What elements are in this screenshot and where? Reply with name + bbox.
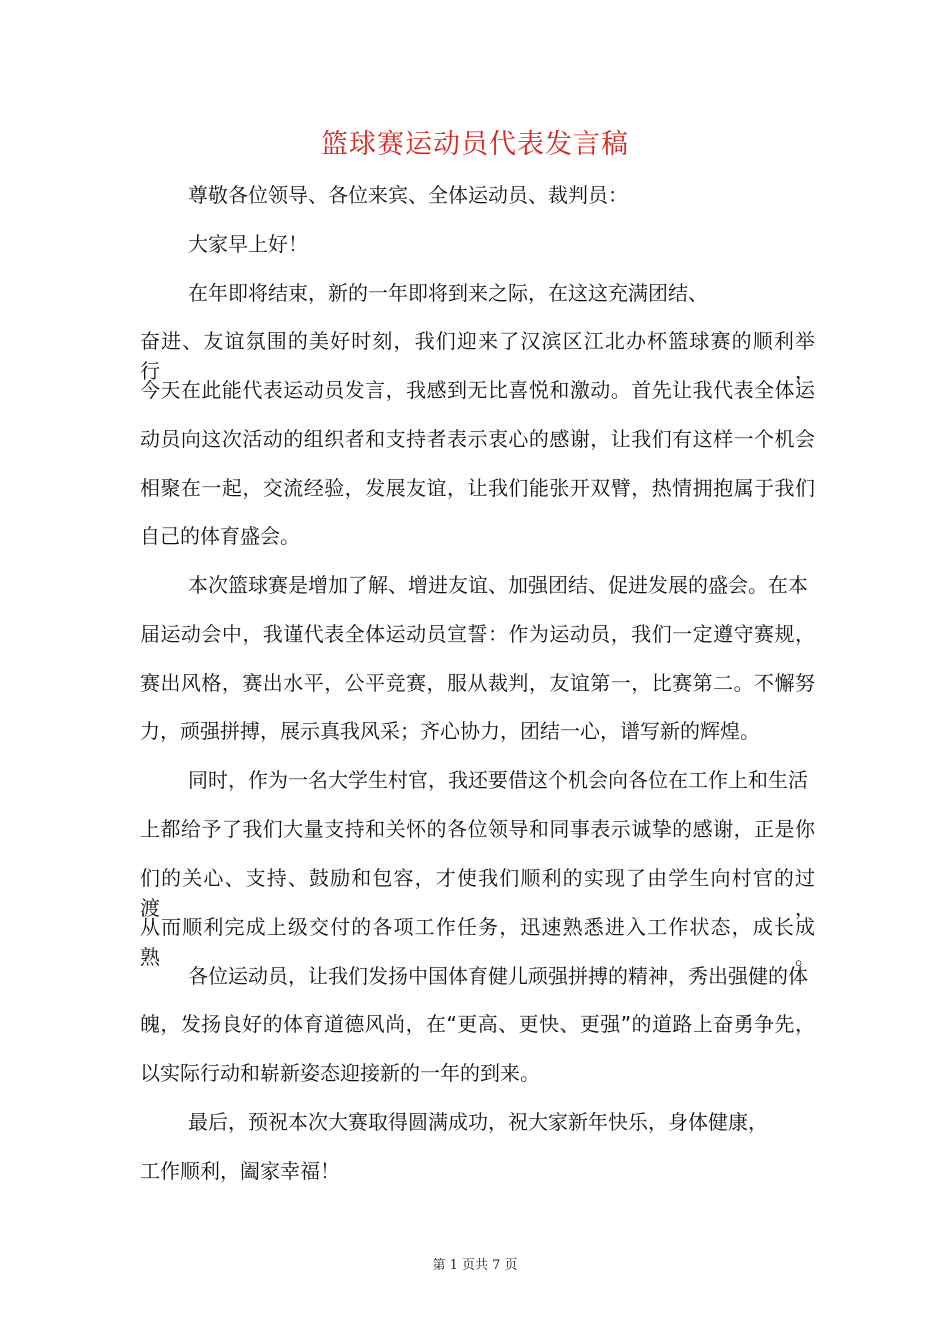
paragraph-line: 各位运动员，让我们发扬中国体育健儿顽强拼搏的精神，秀出强健的体 <box>188 964 808 988</box>
paragraph-line: 力，顽强拼搏，展示真我风采；齐心协力，团结一心，谱写新的辉煌。 <box>140 719 760 743</box>
paragraph-line: 工作顺利，阖家幸福！ <box>140 1159 340 1183</box>
paragraph-line: 在年即将结束，新的一年即将到来之际，在这这充满团结、 <box>188 281 708 305</box>
paragraph-line: 奋进、友谊氛围的美好时刻，我们迎来了汉滨区江北办杯篮球赛的顺利举行， <box>140 329 815 383</box>
paragraph-line: 最后，预祝本次大赛取得圆满成功，祝大家新年快乐，身体健康， <box>188 1110 768 1134</box>
paragraph-line: 自己的体育盛会。 <box>140 524 300 548</box>
paragraph-line: 上都给予了我们大量支持和关怀的各位领导和同事表示诚挚的感谢，正是你 <box>140 817 815 841</box>
page-title: 篮球赛运动员代表发言稿 <box>321 129 629 160</box>
paragraph-line: 们的关心、支持、鼓励和包容，才使我们顺利的实现了由学生向村官的过渡， <box>140 866 815 920</box>
paragraph-line: 动员向这次活动的组织者和支持者表示衷心的感谢，让我们有这样一个机会 <box>140 427 815 451</box>
paragraph-line: 相聚在一起，交流经验，发展友谊，让我们能张开双臂，热情拥抱属于我们 <box>140 476 815 500</box>
paragraph-line: 届运动会中，我谨代表全体运动员宣誓：作为运动员，我们一定遵守赛规， <box>140 622 815 646</box>
paragraph-line: 今天在此能代表运动员发言，我感到无比喜悦和激动。首先让我代表全体运 <box>140 378 815 402</box>
paragraph-line: 魄，发扬良好的体育道德风尚，在“更高、更快、更强”的道路上奋勇争先， <box>140 1012 815 1036</box>
greeting: 大家早上好！ <box>188 232 308 256</box>
paragraph-line: 本次篮球赛是增加了解、增进友谊、加强团结、促进发展的盛会。在本 <box>188 573 808 597</box>
paragraph-line: 以实际行动和崭新姿态迎接新的一年的到来。 <box>140 1061 540 1085</box>
paragraph-line: 同时，作为一名大学生村官，我还要借这个机会向各位在工作上和生活 <box>188 768 808 792</box>
page-footer: 第 1 页共 7 页 <box>432 1258 518 1273</box>
paragraph-line: 赛出风格，赛出水平，公平竞赛，服从裁判，友谊第一，比赛第二。不懈努 <box>140 671 815 695</box>
salutation: 尊敬各位领导、各位来宾、全体运动员、裁判员： <box>188 183 628 207</box>
paragraph-line: 从而顺利完成上级交付的各项工作任务，迅速熟悉进入工作状态，成长成熟。 <box>140 915 815 969</box>
